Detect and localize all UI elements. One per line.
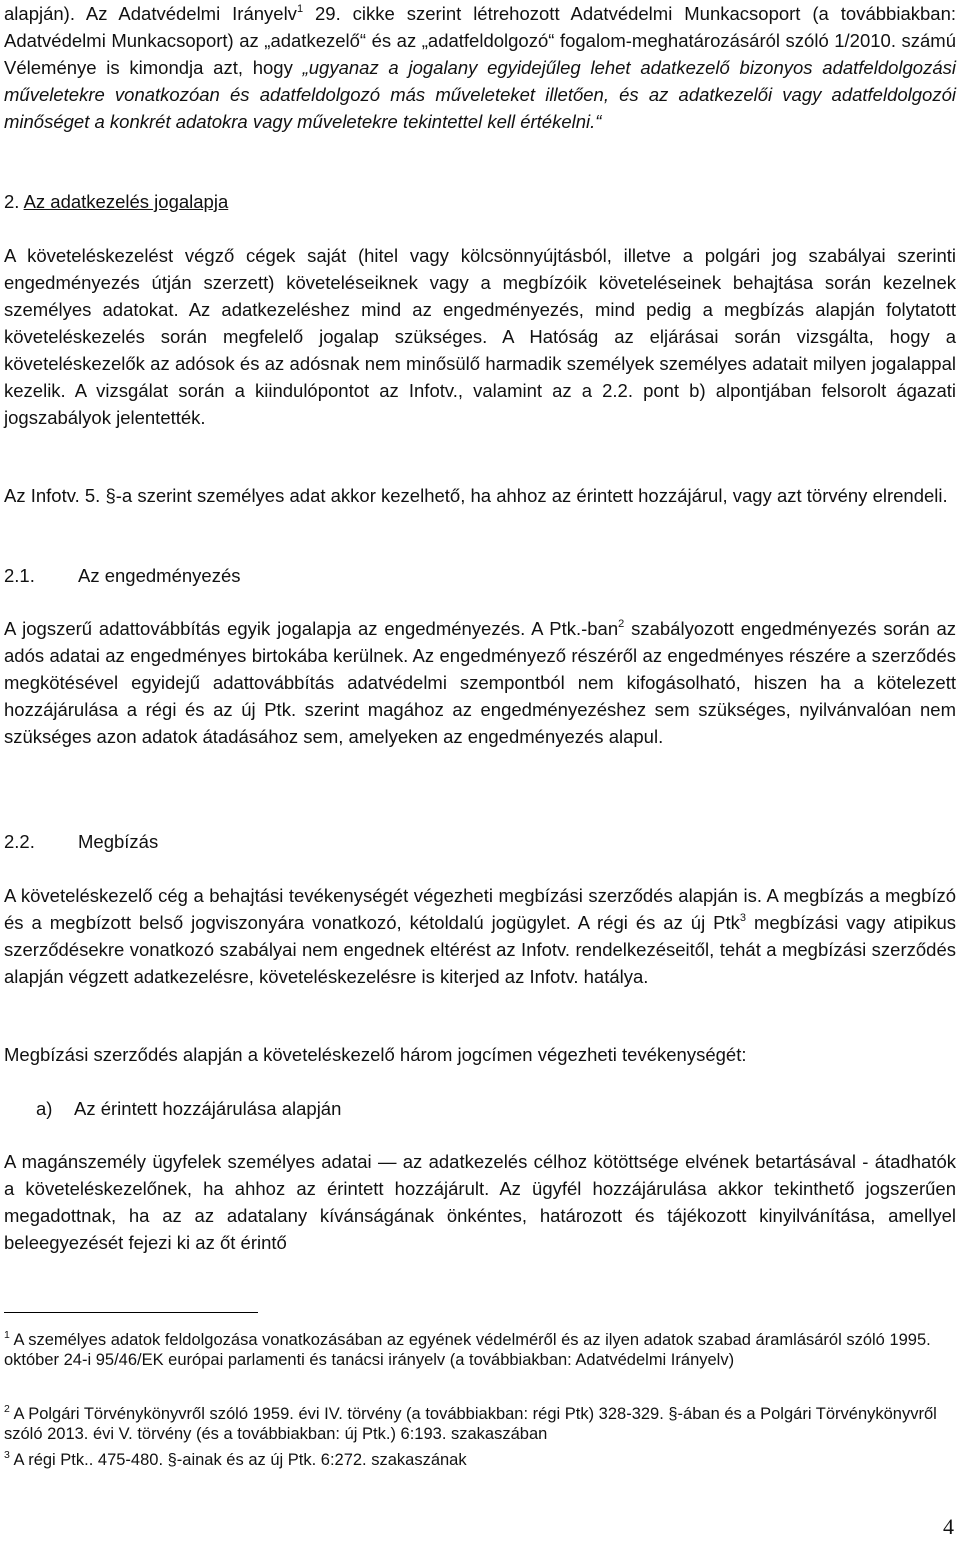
section-2-paragraph: A követeléskezelést végző cégek saját (hitel vagy kölcsönnyújtásból, illetve a polgári jog szabályai szerinti engedményezés útján szerzett) követeléseiknek vagy a megbízóik követeléseinek behajtása során kezelnek személyes adatokat. Az adatkezeléshez mind az engedményezés, mind pedig a megbízás alapján folytatott követeléskezelés során megfelelő jogalap szükséges. A Hatóság az eljárásai során vizsgálta, hogy a követeléskezelők az adósok és az adósnak nem minősülő harmadik személyek személyes adatait milyen jogalappal kezelik. A vizsgálat során a kiindulópontot az Infotv., valamint az a 2.2. pont b) alpontjában felsorolt ágazati jogszabályok jelentették.	[4, 245, 956, 428]
section-2-2-heading	[4, 828, 158, 855]
section-2-1-title: Az engedményezés	[78, 565, 241, 586]
section-2-1-paragraph	[4, 615, 956, 750]
footnote-3-mark: 3	[4, 1448, 10, 1461]
section-2-1-number: 2.1.	[4, 565, 35, 586]
section-2-2-lead: Megbízási szerződés alapján a követeléskezelő három jogcímen végezheti tevékenységét:	[4, 1044, 747, 1065]
section-2-1-text-1: A jogszerű adattovábbítás egyik jogalapja az engedményezés. A Ptk.-ban	[4, 618, 619, 639]
section-2-1-text-2: szabályozott engedményezés során az adós adatai az engedményes birtokába kerülnek. Az engedményező részéről az engedményes részére a szerződés megkötésével egyidejű adattovábbítás adatvédelmi szempontból nem kifogásolható, hiszen ha a kötelezett hozzájárulása a régi és az új Ptk. szerint magához az engedményezéshez sem szükséges, nyilvánvalóan nem szükséges azon adatok átadásához sem, amelyeken az engedményezés alapul.	[4, 618, 956, 747]
section-2-2-text-1: A követeléskezelő cég a behajtási tevékenységét végezheti megbízási szerződés alapján is. A megbízás a megbízó és a megbízott belső jogviszonyára vonatkozó, kétoldalú jogügylet. A régi és az új Ptk	[4, 885, 956, 933]
section-2-2-number: 2.2.	[4, 831, 35, 852]
section-2-1-heading	[4, 562, 241, 589]
intro-text-2: 29. cikke szerint létrehozott Adatvédelmi Munkacsoport (a továbbiakban: Adatvédelmi Munkacsoport) az „adatkezelő“ és az „adatfeldolgozó“ fogalom-meghatározásáról szóló 1/2010. számú Véleménye is kimondja azt, hogy	[4, 3, 956, 78]
intro-quote: „ugyanaz a jogalany egyidejűleg lehet adatkezelő bizonyos adatfeldolgozási műveletekre vonatkozóan és adatfeldolgozó más műveleteket illetően, és az adatkezelői vagy adatfeldolgozói minőséget a konkrét adatokra vagy műveletekre tekintettel kell értékelni.“	[4, 57, 956, 132]
intro-text-1: alapján). Az Adatvédelmi Irányelv	[4, 3, 297, 24]
footnote-2	[4, 1404, 956, 1444]
footnote-1-mark: 1	[4, 1328, 10, 1341]
footnote-2-text: A Polgári Törvénykönyvről szóló 1959. évi IV. törvény (a továbbiakban: régi Ptk) 328-329. §-ában és a Polgári Törvénykönyvről szóló 2013. évi V. törvény (és a továbbiakban: új Ptk.) 6:193. szakaszában	[4, 1405, 937, 1443]
section-2-2-paragraph	[4, 882, 956, 990]
footnote-1-text: A személyes adatok feldolgozása vonatkozásában az egyének védelméről és az ilyen adatok szabad áramlásáról szóló 1995. október 24-i 95/46/EK európai parlamenti és tanácsi irányelv (a továbbiakban: Adatvédelmi Irányelv)	[4, 1331, 931, 1369]
page-number: 4	[943, 1514, 954, 1539]
footnote-ref-1[interactable]: 1	[296, 2, 304, 15]
section-2-2-text-2: megbízási vagy atipikus szerződésekre vonatkozó szabályai nem engednek eltérést az Infotv. rendelkezéseitől, tehát a megbízási szerződés alapján végzett adatkezelésre, követeléskezelésre is kiterjed az Infotv. hatálya.	[4, 912, 956, 987]
footnote-2-mark: 2	[4, 1402, 10, 1415]
list-item-a	[4, 1095, 341, 1122]
footnote-3	[4, 1450, 956, 1470]
footnote-1	[4, 1330, 956, 1370]
section-2-heading	[4, 188, 228, 215]
list-item-a-title: Az érintett hozzájárulása alapján	[74, 1098, 342, 1119]
footnote-ref-3[interactable]: 3	[739, 911, 747, 924]
intro-paragraph	[4, 0, 956, 135]
footnote-3-text: A régi Ptk.. 475-480. §-ainak és az új Ptk. 6:272. szakaszának	[9, 1451, 467, 1469]
section-2-title: Az adatkezelés jogalapja	[23, 191, 229, 212]
list-item-a-letter: a)	[36, 1098, 53, 1119]
infotv-paragraph: Az Infotv. 5. §-a szerint személyes adat akkor kezelhető, ha ahhoz az érintett hozzájárul, vagy azt törvény elrendeli.	[4, 485, 948, 506]
list-item-a-paragraph: A magánszemély ügyfelek személyes adatai — az adatkezelés célhoz kötöttsége elvének betartásával - átadhatók a követeléskezelőnek, ha ahhoz az érintett hozzájárult. Az ügyfél hozzájárulása akkor tekinthető jogszerűen megadottnak, ha az az adatalany kívánságának önkéntes, határozott és tájékozott kinyilvánítása, amellyel beleegyezését fejezi ki az őt érintő	[4, 1151, 956, 1253]
footnote-ref-2[interactable]: 2	[618, 617, 625, 630]
footnote-divider	[4, 1312, 258, 1313]
section-2-number: 2.	[4, 191, 24, 212]
section-2-2-title: Megbízás	[78, 831, 159, 852]
